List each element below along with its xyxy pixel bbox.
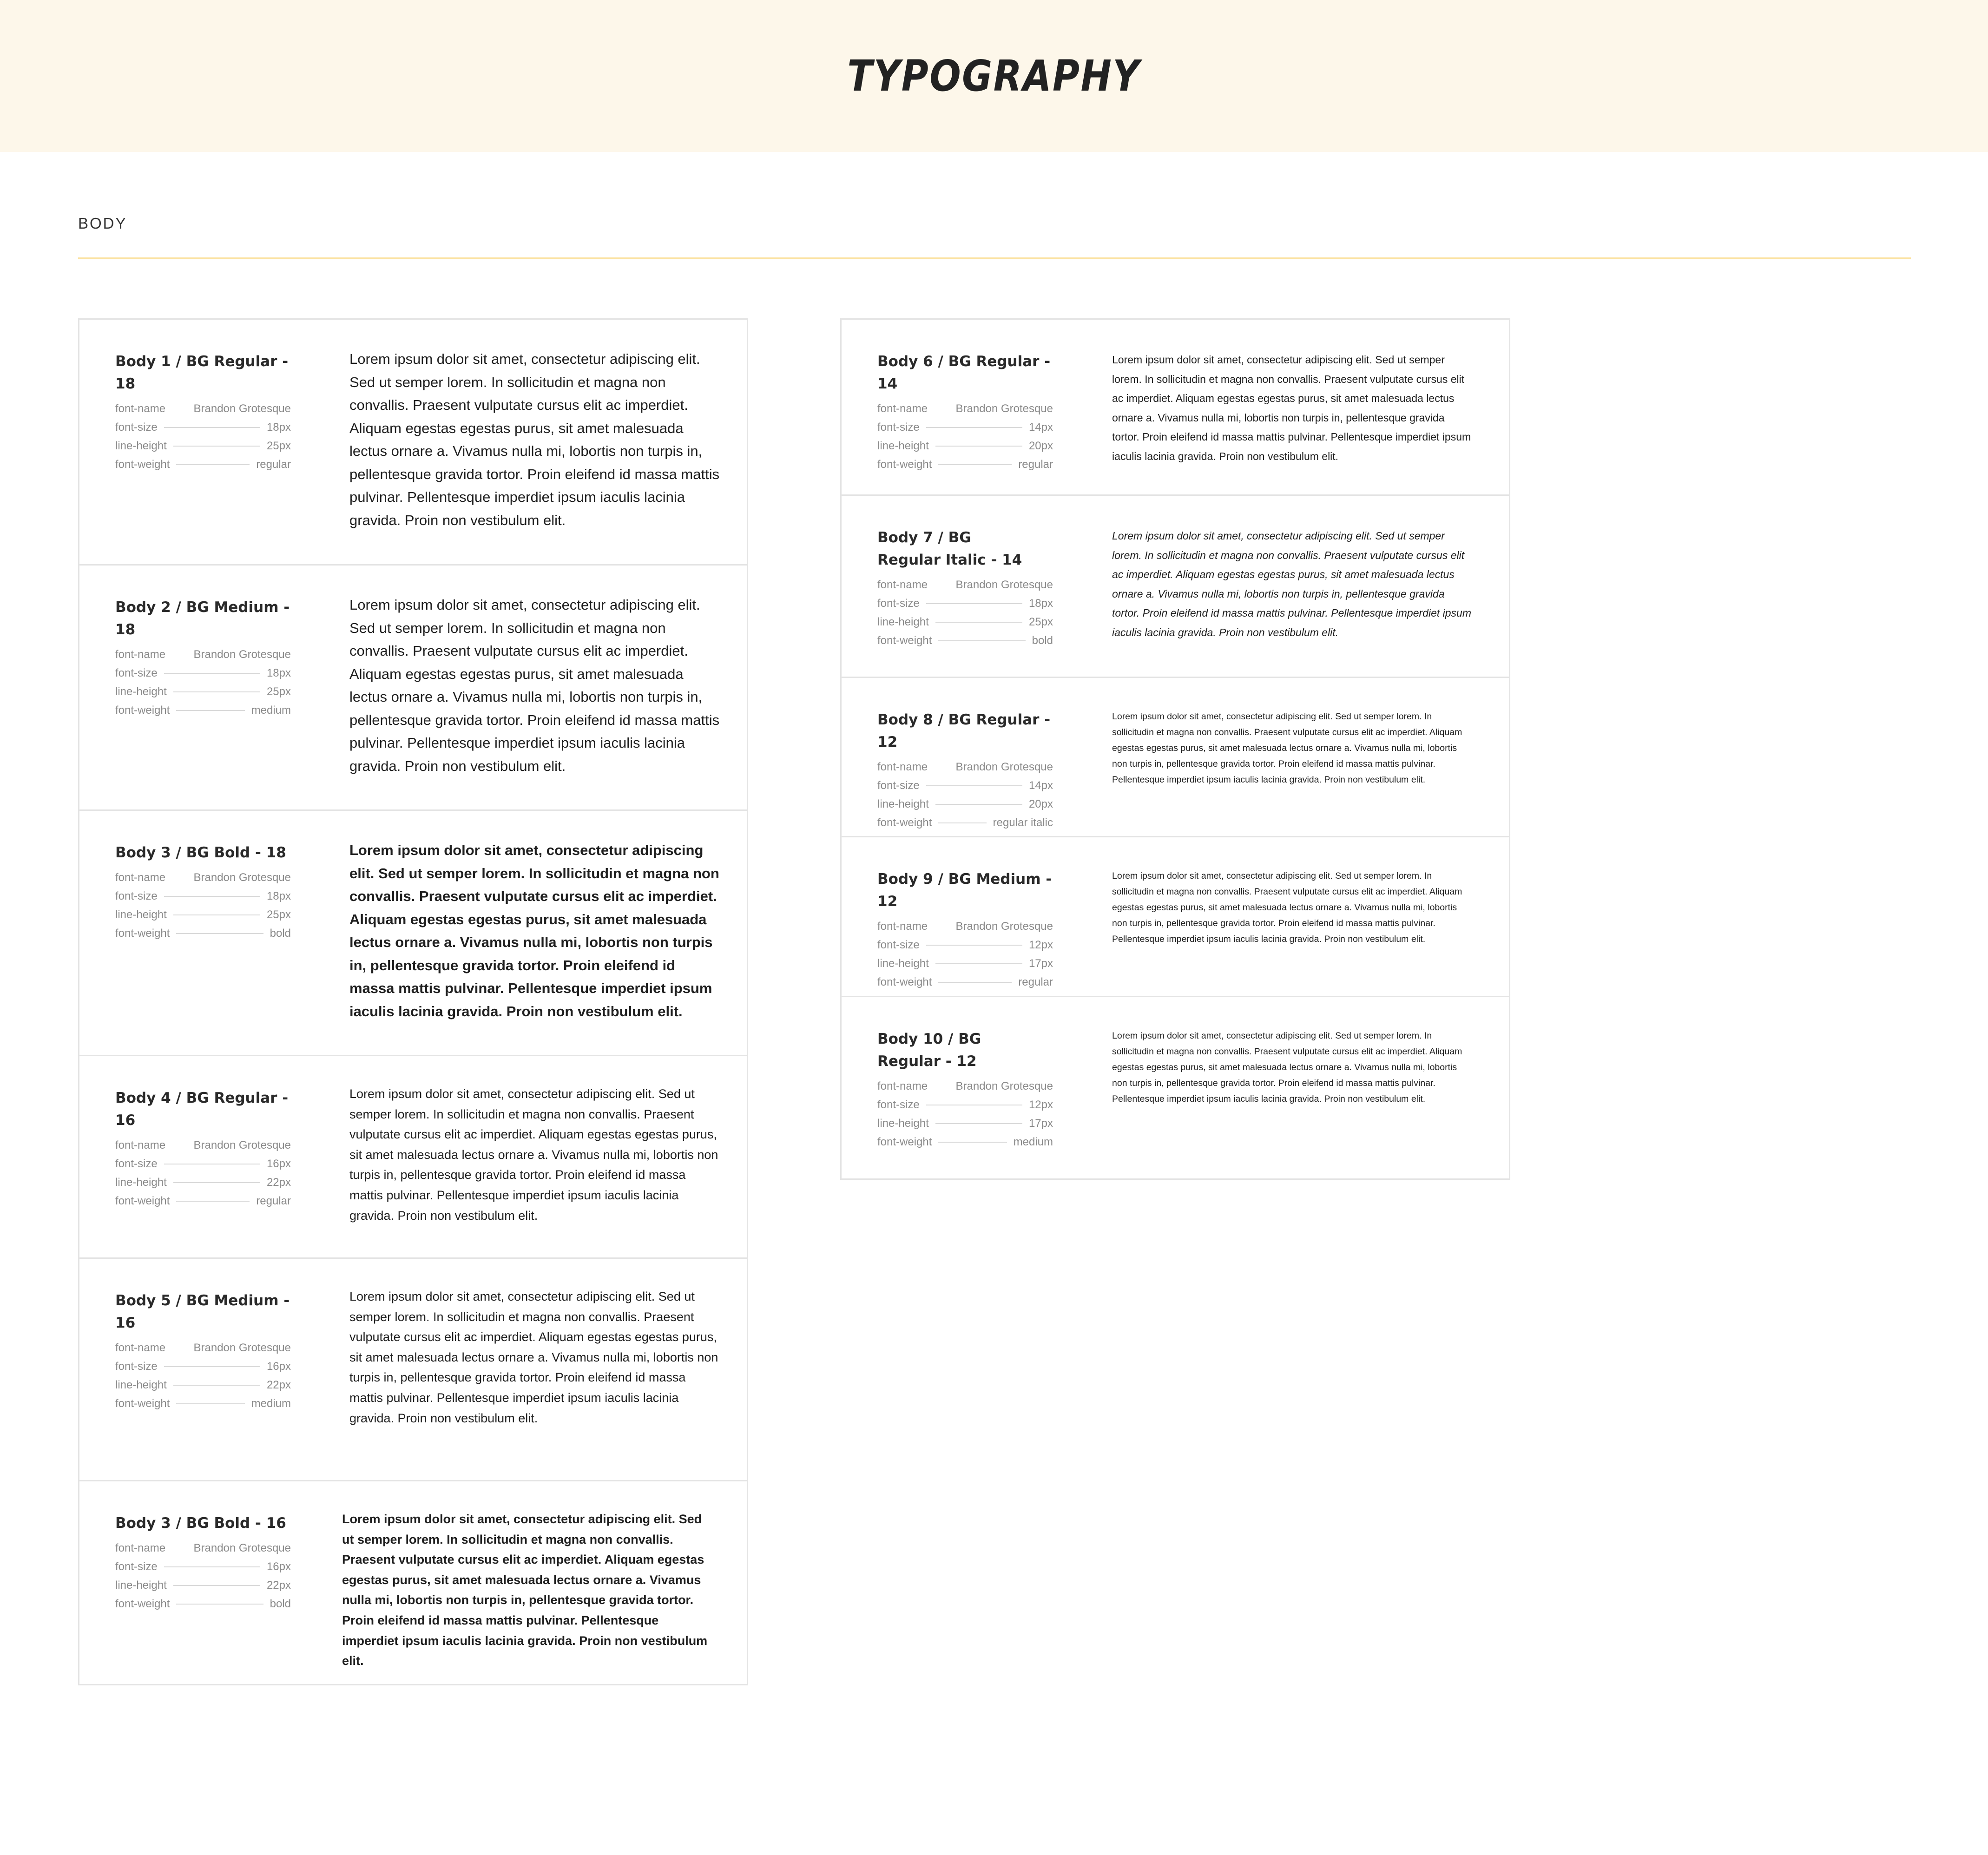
spec-font-weight: font-weight regular: [115, 458, 291, 471]
type-spec: [115, 842, 291, 943]
spec-font-name: font-name Brandon Grotesque: [877, 761, 1053, 773]
sample-text: Lorem ipsum dolor sit amet, consectetur adipiscing elit. Sed ut semper lorem. In sollicitudin et magna non convallis. Praesent vulputate cursus elit ac imperdiet. Aliquam egestas egestas purus, sit amet malesuada lectus ornare a. Vivamus nulla mi, lobortis non turpis in, pellentesque gravida tortor. Proin eleifend id massa mattis pulvinar. Pellentesque imperdiet ipsum iaculis lacinia gravida. Proin non vestibulum elit.: [1112, 711, 1462, 785]
spec-font-weight: font-weight regular: [877, 976, 1053, 988]
spec-font-weight: font-weight bold: [115, 1598, 291, 1610]
type-card-body-3-16: [79, 1481, 747, 1684]
type-card-title: Body 1 / BG Regular - 18: [115, 353, 289, 392]
sample-text: Lorem ipsum dolor sit amet, consectetur adipiscing elit. Sed ut semper lorem. In sollicitudin et magna non convallis. Praesent vulputate cursus elit ac imperdiet. Aliquam egestas egestas purus, sit amet malesuada lectus ornare a. Vivamus nulla mi, lobortis non turpis in, pellentesque gravida tortor. Proin eleifend id massa mattis pulvinar. Pellentesque imperdiet ipsum iaculis lacinia gravida. Proin non vestibulum elit.: [349, 842, 719, 1020]
spec-font-name: font-name Brandon Grotesque: [877, 579, 1053, 591]
type-card-title: Body 9 / BG Medium - 12: [877, 871, 1052, 910]
type-card-title: Body 7 / BG Regular Italic - 14: [877, 529, 1022, 568]
right-card-column: [840, 318, 1510, 1180]
spec-font-name: font-name Brandon Grotesque: [115, 1139, 291, 1151]
type-card-title: Body 8 / BG Regular - 12: [877, 711, 1051, 750]
type-spec: [115, 1087, 291, 1210]
spec-font-name: font-name Brandon Grotesque: [877, 1080, 1053, 1092]
type-card-body-9: [842, 837, 1509, 997]
type-spec: [115, 596, 291, 720]
type-spec: [115, 350, 291, 474]
type-card-body-5: [79, 1259, 747, 1481]
type-card-body-6: [842, 320, 1509, 496]
spec-font-size: font-size 18px: [115, 890, 291, 902]
spec-line-height: line-height 20px: [877, 440, 1053, 452]
sample-text: Lorem ipsum dolor sit amet, consectetur adipiscing elit. Sed ut semper lorem. In sollicitudin et magna non convallis. Praesent vulputate cursus elit ac imperdiet. Aliquam egestas egestas purus, sit amet malesuada lectus ornare a. Vivamus nulla mi, lobortis non turpis in, pellentesque gravida tortor. Proin eleifend id massa mattis pulvinar. Pellentesque imperdiet ipsum iaculis lacinia gravida. Proin non vestibulum elit.: [349, 1289, 718, 1425]
left-card-column: [78, 318, 748, 1685]
type-spec: [115, 1512, 291, 1613]
spec-font-weight: font-weight medium: [115, 704, 291, 717]
spec-line-height: line-height 22px: [115, 1176, 291, 1189]
sample-text: Lorem ipsum dolor sit amet, consectetur adipiscing elit. Sed ut semper lorem. In sollicitudin et magna non convallis. Praesent vulputate cursus elit ac imperdiet. Aliquam egestas egestas purus, sit amet malesuada lectus ornare a. Vivamus nulla mi, lobortis non turpis in, pellentesque gravida tortor. Proin eleifend id massa mattis pulvinar. Pellentesque imperdiet ipsum iaculis lacinia gravida. Proin non vestibulum elit.: [1112, 1031, 1462, 1104]
spec-font-size: font-size 12px: [877, 1099, 1053, 1111]
type-spec: [115, 1289, 291, 1413]
spec-font-weight: font-weight medium: [877, 1136, 1053, 1148]
type-spec: [877, 350, 1053, 474]
spec-font-size: font-size 14px: [877, 421, 1053, 434]
sample-text: Lorem ipsum dolor sit amet, consectetur adipiscing elit. Sed ut semper lorem. In sollicitudin et magna non convallis. Praesent vulputate cursus elit ac imperdiet. Aliquam egestas egestas purus, sit amet malesuada lectus ornare a. Vivamus nulla mi, lobortis non turpis in, pellentesque gravida tortor. Proin eleifend id massa mattis pulvinar. Pellentesque imperdiet ipsum iaculis lacinia gravida. Proin non vestibulum elit.: [349, 351, 720, 528]
spec-font-name: font-name Brandon Grotesque: [877, 920, 1053, 933]
spec-line-height: line-height 17px: [877, 957, 1053, 970]
type-card-title: Body 10 / BG Regular - 12: [877, 1031, 981, 1070]
spec-line-height: line-height 22px: [115, 1579, 291, 1592]
spec-font-size: font-size 18px: [877, 597, 1053, 610]
type-card-title: Body 3 / BG Bold - 16: [115, 1515, 286, 1532]
type-card-title: Body 6 / BG Regular - 14: [877, 353, 1051, 392]
spec-font-name: font-name Brandon Grotesque: [115, 1542, 291, 1554]
sample-text: Lorem ipsum dolor sit amet, consectetur adipiscing elit. Sed ut semper lorem. In sollicitudin et magna non convallis. Praesent vulputate cursus elit ac imperdiet. Aliquam egestas egestas purus, sit amet malesuada lectus ornare a. Vivamus nulla mi, lobortis non turpis in, pellentesque gravida tortor. Proin eleifend id massa mattis pulvinar. Pellentesque imperdiet ipsum iaculis lacinia gravida. Proin non vestibulum elit.: [349, 597, 720, 774]
type-card-body-8: [842, 678, 1509, 837]
type-spec: [877, 868, 1053, 992]
type-spec: [877, 1028, 1053, 1151]
spec-line-height: line-height 25px: [115, 440, 291, 452]
spec-font-name: font-name Brandon Grotesque: [115, 402, 291, 415]
spec-font-size: font-size 16px: [115, 1560, 291, 1573]
sample-text: Lorem ipsum dolor sit amet, consectetur adipiscing elit. Sed ut semper lorem. In sollicitudin et magna non convallis. Praesent vulputate cursus elit ac imperdiet. Aliquam egestas egestas purus, sit amet malesuada lectus ornare a. Vivamus nulla mi, lobortis non turpis in, pellentesque gravida tortor. Proin eleifend id massa mattis pulvinar. Pellentesque imperdiet ipsum iaculis lacinia gravida. Proin non vestibulum elit.: [342, 1512, 708, 1668]
spec-font-name: font-name Brandon Grotesque: [115, 1342, 291, 1354]
spec-font-weight: font-weight regular italic: [877, 816, 1053, 829]
spec-font-weight: font-weight bold: [115, 927, 291, 940]
spec-font-weight: font-weight medium: [115, 1397, 291, 1410]
type-card-title: Body 4 / BG Regular - 16: [115, 1090, 289, 1129]
spec-font-weight: font-weight bold: [877, 634, 1053, 647]
spec-font-size: font-size 16px: [115, 1360, 291, 1373]
spec-font-name: font-name Brandon Grotesque: [115, 648, 291, 661]
type-card-title: Body 3 / BG Bold - 18: [115, 844, 286, 861]
sample-text: Lorem ipsum dolor sit amet, consectetur adipiscing elit. Sed ut semper lorem. In sollicitudin et magna non convallis. Praesent vulputate cursus elit ac imperdiet. Aliquam egestas egestas purus, sit amet malesuada lectus ornare a. Vivamus nulla mi, lobortis non turpis in, pellentesque gravida tortor. Proin eleifend id massa mattis pulvinar. Pellentesque imperdiet ipsum iaculis lacinia gravida. Proin non vestibulum elit.: [1112, 871, 1462, 944]
spec-font-weight: font-weight regular: [877, 458, 1053, 471]
spec-line-height: line-height 20px: [877, 798, 1053, 810]
type-card-body-1: [79, 320, 747, 566]
spec-line-height: line-height 17px: [877, 1117, 1053, 1130]
sample-text: Lorem ipsum dolor sit amet, consectetur adipiscing elit. Sed ut semper lorem. In sollicitudin et magna non convallis. Praesent vulputate cursus elit ac imperdiet. Aliquam egestas egestas purus, sit amet malesuada lectus ornare a. Vivamus nulla mi, lobortis non turpis in, pellentesque gravida tortor. Proin eleifend id massa mattis pulvinar. Pellentesque imperdiet ipsum iaculis lacinia gravida. Proin non vestibulum elit.: [1112, 354, 1471, 462]
spec-font-size: font-size 12px: [877, 939, 1053, 951]
page-title: TYPOGRAPHY: [847, 51, 1141, 101]
type-spec: [877, 709, 1053, 832]
type-card-body-2: [79, 566, 747, 811]
type-card-body-3: [79, 811, 747, 1056]
type-card-body-10: [842, 997, 1509, 1178]
spec-font-size: font-size 18px: [115, 667, 291, 679]
sample-text: Lorem ipsum dolor sit amet, consectetur adipiscing elit. Sed ut semper lorem. In sollicitudin et magna non convallis. Praesent vulputate cursus elit ac imperdiet. Aliquam egestas egestas purus, sit amet malesuada lectus ornare a. Vivamus nulla mi, lobortis non turpis in, pellentesque gravida tortor. Proin eleifend id massa mattis pulvinar. Pellentesque imperdiet ipsum iaculis lacinia gravida. Proin non vestibulum elit.: [349, 1087, 718, 1223]
spec-font-weight: font-weight regular: [115, 1195, 291, 1207]
page-header: [0, 0, 1988, 152]
type-card-body-7: [842, 496, 1509, 678]
type-card-title: Body 5 / BG Medium - 16: [115, 1292, 290, 1331]
type-spec: [877, 526, 1053, 650]
type-card-body-4: [79, 1056, 747, 1259]
spec-font-size: font-size 18px: [115, 421, 291, 434]
spec-font-name: font-name Brandon Grotesque: [115, 871, 291, 884]
sample-text: Lorem ipsum dolor sit amet, consectetur adipiscing elit. Sed ut semper lorem. In sollicitudin et magna non convallis. Praesent vulputate cursus elit ac imperdiet. Aliquam egestas egestas purus, sit amet malesuada lectus ornare a. Vivamus nulla mi, lobortis non turpis in, pellentesque gravida tortor. Proin eleifend id massa mattis pulvinar. Pellentesque imperdiet ipsum iaculis lacinia gravida. Proin non vestibulum elit.: [1112, 530, 1471, 638]
type-card-title: Body 2 / BG Medium - 18: [115, 599, 290, 638]
spec-line-height: line-height 25px: [115, 908, 291, 921]
spec-font-name: font-name Brandon Grotesque: [877, 402, 1053, 415]
section-label: BODY: [78, 215, 127, 232]
spec-line-height: line-height 25px: [877, 616, 1053, 628]
spec-font-size: font-size 16px: [115, 1158, 291, 1170]
section-divider: [78, 257, 1911, 259]
spec-line-height: line-height 25px: [115, 685, 291, 698]
spec-font-size: font-size 14px: [877, 779, 1053, 792]
spec-line-height: line-height 22px: [115, 1379, 291, 1391]
